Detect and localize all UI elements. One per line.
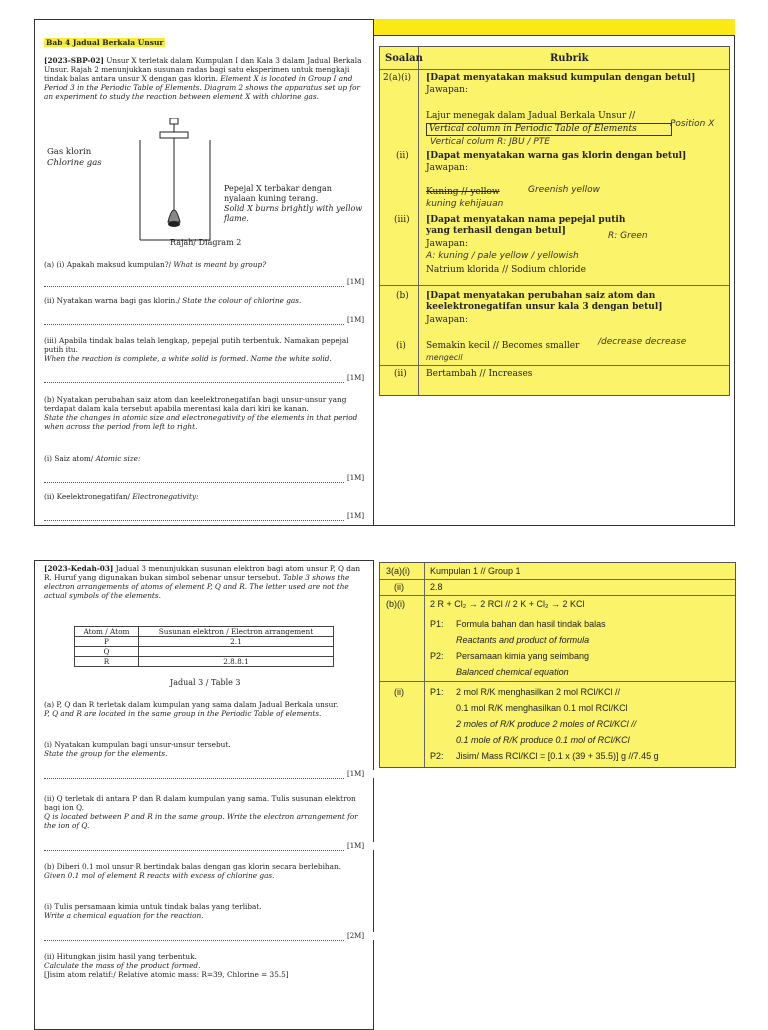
question-a-ii [44, 296, 366, 305]
answer-label: Jawapan: [426, 315, 468, 325]
qb1-en: Write a chemical equation for the reaction. [44, 911, 204, 921]
intro-ms: Jadual 3 menunjukkan susunan elektron bagi atom unsur P, Q dan R. Huruf yang digunakan bukan simbol sebenar unsur tersebut. [44, 564, 361, 583]
answer-text: Kuning // yellow [426, 187, 500, 197]
mark-label: [1M] [345, 512, 760, 520]
question-b-ii [44, 492, 366, 501]
qa1-en: What is meant by group? [173, 260, 267, 269]
point-text-en: 0.1 mole of R/K produce 0.1 mol of RCl/KCl [456, 735, 630, 745]
qa2-ms: (ii) Nyatakan warna bagi gas klorin./ [44, 296, 180, 305]
answer-line[interactable] [44, 512, 344, 521]
handwritten-note: A: kuning / pale yellow / yellowish [426, 251, 579, 261]
mark-label: [1M] [345, 278, 760, 286]
diagram-caption: Rajah/ Diagram 2 [170, 238, 242, 247]
intro-en: Table 3 shows the electron arrangements of atoms of element P, Q and R. The letter used are not the actual symbols of the elements. [44, 573, 350, 601]
point-label: P1: [430, 687, 444, 697]
column-header-question: Soalan [385, 53, 423, 64]
answer-line[interactable] [44, 316, 344, 325]
table-cell: 2.8.8.1 [138, 657, 333, 667]
row-question: (ii) [396, 151, 409, 161]
qb2-data: [Jisim atom relatif:/ Relative atomic mass: R=39, Chlorine = 35.5] [44, 970, 289, 980]
divider [424, 563, 425, 767]
divider [380, 365, 729, 366]
divider [380, 579, 735, 580]
qb2-en: Calculate the mass of the product formed. [44, 961, 201, 971]
table-header: Susunan elektron / Electron arrangement [138, 627, 333, 637]
answer-line[interactable] [44, 932, 344, 941]
gas-label [47, 147, 137, 168]
answer-line[interactable] [44, 374, 344, 383]
question-code: [2023-SBP-02] [44, 56, 104, 65]
table-cell: Q [75, 647, 139, 657]
question-2a-i [44, 740, 366, 758]
question-a-iii [44, 336, 366, 363]
row-question: 2(a)(i) [383, 73, 412, 83]
row-heading: [Dapat menyatakan warna gas klorin dengan betul] [426, 151, 687, 161]
qa3-en: When the reaction is complete, a white solid is formed. Name the white solid. [44, 354, 332, 364]
qa-en: P, Q and R are located in the same group in the Periodic Table of elements. [44, 709, 322, 719]
question-2a-ii [44, 794, 366, 830]
question-b [44, 395, 366, 431]
point-label: P1: [430, 619, 444, 629]
question-intro [44, 56, 366, 102]
mark-label: [1M] [345, 842, 760, 850]
qb-en: Given 0.1 mol of element R reacts with excess of chlorine gas. [44, 871, 275, 881]
apparatus-diagram [130, 118, 240, 248]
row-heading: [Dapat menyatakan perubahan saiz atom dan keelektronegatifan unsur kala 3 dengan betul] [426, 291, 663, 312]
answer-line[interactable] [44, 278, 344, 287]
question-b-i [44, 454, 366, 463]
row-question: (ii) [394, 582, 404, 592]
answer-text: 2.8 [430, 582, 443, 592]
divider [380, 285, 729, 286]
handwritten-note: kuning kehijauan [426, 199, 504, 209]
qa-ms: (a) P, Q dan R terletak dalam kumpulan yang sama dalam Jadual Berkala unsur. [44, 700, 339, 709]
answer-line[interactable] [44, 842, 344, 851]
answer-text: Bertambah // Increases [426, 369, 533, 379]
divider [380, 69, 729, 70]
qa3-ms: (iii) Apabila tindak balas telah lengkap, pepejal putih terbentuk. Namakan pepejal putih itu. [44, 336, 349, 355]
qb2-ms: (ii) Hitungkan jisim hasil yang terbentuk. [44, 952, 197, 961]
answer-text-en: Vertical column in Periodic Table of Elements [426, 123, 672, 136]
solid-label-ms: Pepejal X terbakar dengan nyalaan kuning terang. [224, 184, 332, 203]
row-question: (b)(i) [386, 599, 405, 609]
answer-line[interactable] [44, 474, 344, 483]
row-question: (ii) [394, 369, 407, 379]
row-heading: [Dapat menyatakan maksud kumpulan dengan betul] [426, 73, 696, 83]
chapter-title-text: Bab 4 Jadual Berkala Unsur [46, 38, 164, 47]
mark-label: [1M] [345, 474, 760, 482]
answer-text: Lajur menegak dalam Jadual Berkala Unsur // [426, 111, 636, 121]
point-text: Jisim/ Mass RCl/KCl = [0.1 x (39 + 35.5)] g //7.45 g [456, 751, 659, 761]
question-2b-ii [44, 952, 366, 979]
point-text-en: 2 moles of R/K produce 2 moles of RCl/KCl // [456, 719, 637, 729]
qb1-en: Atomic size: [95, 454, 141, 463]
answer-line[interactable] [44, 770, 344, 779]
gas-label-ms: Gas klorin [47, 147, 92, 157]
electron-table [74, 626, 334, 667]
question-code: [2023-Kedah-03] [44, 564, 114, 573]
answer-text: Semakin kecil // Becomes smaller [426, 341, 580, 351]
gas-label-en: Chlorine gas [47, 157, 102, 168]
table-cell: R [75, 657, 139, 667]
table-cell: P [75, 637, 139, 647]
question-2a [44, 700, 366, 718]
qa1-ms: (i) Nyatakan kumpulan bagi unsur-unsur tersebut. [44, 740, 231, 749]
mark-label: [2M] [345, 932, 760, 940]
handwritten-note: Vertical colum R: JBU / PTE [430, 137, 550, 147]
answer-text: 2 R + Cl₂ → 2 RCl // 2 K + Cl₂ → 2 KCl [430, 599, 585, 609]
qb2-en: Electronegativity: [132, 492, 199, 501]
point-text-en: Balanced chemical equation [456, 667, 569, 677]
point-text: Persamaan kimia yang seimbang [456, 651, 590, 661]
table-row [75, 637, 334, 647]
row-question: (i) [396, 341, 406, 351]
row-question: (ii) [394, 687, 404, 697]
point-label: P2: [430, 751, 444, 761]
rubric-table-1 [379, 46, 730, 396]
rubric-table-2 [379, 562, 736, 768]
row-question: (iii) [394, 215, 410, 225]
row-question: (b) [396, 291, 409, 301]
point-text: Formula bahan dan hasil tindak balas [456, 619, 606, 629]
question-intro-2 [44, 564, 366, 600]
divider [418, 47, 419, 395]
handwritten-note: Position X [670, 119, 715, 129]
qb1-ms: (i) Tulis persamaan kimia untuk tindak balas yang terlibat. [44, 902, 262, 911]
column-header-rubric: Rubrik [550, 53, 589, 64]
intro-ms: Unsur X terletak dalam Kumpulan I dan Kala 3 dalam Jadual Berkala Unsur. Rajah 2 menunjukkan susunan radas bagi satu eksperimen untuk mengkaji tindak balas antara unsur X dengan gas klorin. [44, 56, 362, 84]
qa1-en: State the group for the elements. [44, 749, 168, 759]
answer-label: Jawapan: [426, 163, 468, 173]
qa1-ms: (a) (i) Apakah maksud kumpulan?/ [44, 260, 172, 269]
handwritten-note: /decrease decrease [598, 337, 687, 347]
divider [380, 681, 735, 682]
answer-text: Natrium klorida // Sodium chloride [426, 265, 586, 275]
mark-label: [1M] [345, 316, 760, 324]
row-heading: [Dapat menyatakan nama pepejal putih yang terhasil dengan betul] [426, 215, 626, 236]
table-cell [138, 647, 333, 657]
point-label: P2: [430, 651, 444, 661]
qa2-en: State the colour of chlorine gas. [182, 296, 302, 305]
table-row [75, 657, 334, 667]
row-question: 3(a)(i) [386, 566, 410, 576]
question-2b-i [44, 902, 366, 920]
qb-ms: (b) Diberi 0.1 mol unsur R bertindak balas dengan gas klorin secara berlebihan. [44, 862, 341, 871]
qa2-en: Q is located between P and R in the same group. Write the electron arrangement for the ion of Q. [44, 812, 358, 831]
table-cell: 2.1 [138, 637, 333, 647]
qb-en: State the changes in atomic size and electronegativity of the elements in that period when across the period from left to right. [44, 413, 358, 432]
divider [380, 595, 735, 596]
intro-en: Element X is located in Group I and Period 3 in the Periodic Table of Elements. Diagram 2 shows the apparatus set up for an experiment to study the reaction between element X with chlorine gas. [44, 74, 360, 102]
point-text-en: Reactants and product of formula [456, 635, 590, 645]
point-text: 0.1 mol R/K menghasilkan 0.1 mol RCl/KCl [456, 703, 628, 713]
mark-label: [1M] [345, 374, 760, 382]
answer-text: Kumpulan 1 // Group 1 [430, 566, 521, 576]
qb-ms: (b) Nyatakan perubahan saiz atom dan keelektronegatifan bagi unsur-unsur yang terdapat dalam kala tersebut apabila merentasi kala dari kiri ke kanan. [44, 395, 347, 414]
table-row [75, 647, 334, 657]
chapter-title [44, 38, 366, 47]
answer-label: Jawapan: [426, 239, 468, 249]
handwritten-note: R: Green [608, 231, 648, 241]
answer-label: Jawapan: [426, 85, 468, 95]
question-2b [44, 862, 366, 880]
qa2-ms: (ii) Q terletak di antara P dan R dalam kumpulan yang sama. Tulis susunan elektron bagi ion Q. [44, 794, 356, 813]
question-a-i [44, 260, 366, 269]
handwritten-note: mengecil [426, 353, 463, 362]
mark-label: [1M] [345, 770, 760, 778]
table-header-row [75, 627, 334, 637]
rubric-header-bar [374, 19, 735, 36]
handwritten-note: Greenish yellow [528, 185, 600, 195]
solid-label-en: Solid X burns brightly with yellow flame. [224, 204, 363, 223]
solid-label [224, 184, 366, 224]
table-header: Atom / Atom [75, 627, 139, 637]
qb2-ms: (ii) Keelektronegatifan/ [44, 492, 130, 501]
qb1-ms: (i) Saiz atom/ [44, 454, 94, 463]
table-caption: Jadual 3 / Table 3 [170, 678, 241, 687]
point-text: 2 mol R/K menghasilkan 2 mol RCl/KCl // [456, 687, 621, 697]
